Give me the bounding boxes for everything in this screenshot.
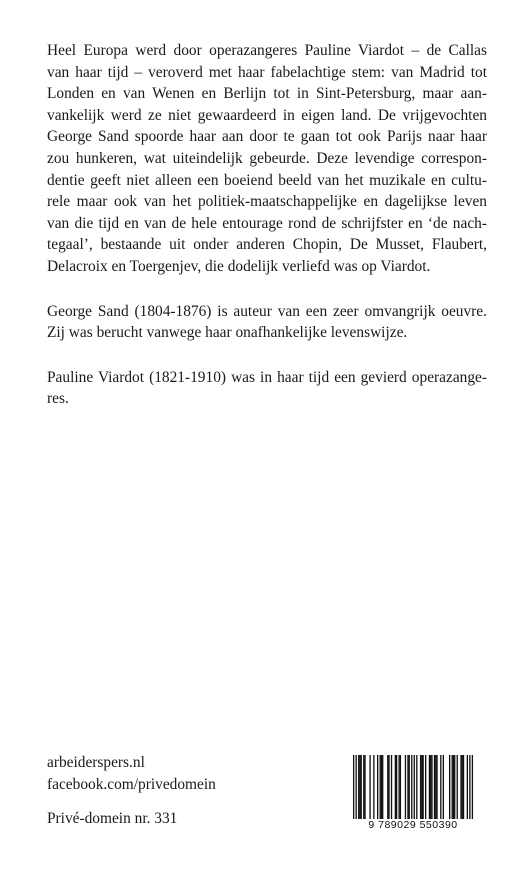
barcode-bar [434, 755, 435, 819]
text-line: Pauline Viardot (1821-1910) was in haar tijd een gevierd operazange- [47, 368, 487, 386]
blurb-text [47, 40, 487, 433]
barcode-bar [462, 755, 463, 819]
isbn-barcode [348, 755, 478, 835]
publisher-facebook: facebook.com/privedomein [47, 775, 216, 793]
text-line: vankelijk werd ze niet gewaardeerd in eigen land. De vrijgevochten [47, 106, 487, 124]
blurb-paragraph-3 [47, 367, 487, 410]
barcode-bar [356, 755, 357, 823]
publisher-links [47, 752, 216, 795]
barcode-bar [377, 755, 378, 819]
barcode-bar [422, 755, 423, 819]
text-line: res. [47, 390, 69, 408]
barcode-bar [420, 755, 421, 819]
barcode-bar [431, 755, 432, 819]
blurb-paragraph-1 [47, 40, 487, 278]
barcode-bar [457, 755, 458, 819]
text-line: rele maar ook van het politiek-maatschappelijke en dagelijkse leven [47, 193, 487, 211]
barcode-bar [387, 755, 388, 819]
text-line: George Sand (1804-1876) is auteur van een zeer omvangrijk oeuvre. [47, 302, 487, 320]
text-line: van die tijd en van de hele entourage rond de schrijfster en ‘de nach- [47, 214, 487, 232]
barcode-bar [472, 755, 473, 823]
barcode-bar [407, 755, 408, 819]
text-line: dentie geeft niet alleen een boeiend beeld van het muzikale en cultu- [47, 171, 487, 189]
barcode-bar [381, 755, 382, 819]
barcode-bar [449, 755, 450, 819]
barcode-bar [382, 755, 383, 819]
barcode-bar [443, 755, 444, 819]
barcode-bar [411, 755, 412, 823]
barcode-bar [416, 755, 417, 819]
barcode-bar [460, 755, 461, 819]
text-line: George Sand spoorde haar aan door te gaan tot ook Parijs naar haar [47, 128, 487, 146]
text-line: van haar tijd – veroverd met haar fabelachtige stem: van Madrid tot [47, 63, 487, 81]
barcode-bar [435, 755, 436, 819]
barcode-bar [469, 755, 470, 823]
barcode-bar [353, 755, 354, 823]
barcode-bar [396, 755, 397, 819]
barcode-bar [391, 755, 392, 819]
series-number: Privé-domein nr. 331 [47, 810, 178, 827]
barcode-bar [463, 755, 464, 819]
barcode-bar [369, 755, 370, 819]
barcode-bar [421, 755, 422, 819]
barcode-bar [430, 755, 431, 819]
barcode-bar [405, 755, 406, 819]
barcode-bar [453, 755, 454, 819]
barcode-bar [429, 755, 430, 819]
barcode-bar [452, 755, 453, 819]
barcode-bar [361, 755, 362, 819]
text-line: Delacroix en Toergenjev, die dodelijk verliefd was op Viardot. [47, 257, 431, 275]
barcode-bar [358, 755, 359, 819]
text-line: Zij was berucht vanwege haar onafhankelijke levenswijze. [47, 324, 408, 342]
barcode-bar [440, 755, 441, 819]
barcode-bar [409, 755, 410, 819]
text-line: tegaal’, bestaande uit onder anderen Chopin, De Musset, Flaubert, [47, 236, 487, 254]
barcode-bar [398, 755, 399, 819]
barcode-bar [395, 755, 396, 819]
barcode-bar [359, 755, 360, 819]
barcode-bar [425, 755, 426, 819]
barcode-bar [414, 755, 415, 823]
barcode-digits: 9 789029 550390 [348, 819, 478, 832]
barcode-bar [388, 755, 389, 819]
publisher-website: arbeiderspers.nl [47, 754, 145, 771]
barcode-bar [436, 755, 437, 819]
text-line: Londen en van Wenen en Berlijn tot in Sint-Petersburg, maar aan- [47, 85, 487, 103]
text-line: Heel Europa werd door operazangeres Pauline Viardot – de Callas [47, 42, 487, 59]
barcode-bar [364, 755, 365, 819]
barcode-bar [454, 755, 455, 819]
barcode-bar [373, 755, 374, 819]
text-line: zou hunkeren, wat uiteindelijk gebeurde. Deze levendige correspon- [47, 149, 487, 167]
barcode-bar [363, 755, 364, 819]
barcode-bar [380, 755, 381, 819]
blurb-paragraph-2 [47, 301, 487, 344]
barcode-bars [348, 755, 478, 823]
barcode-bar [467, 755, 468, 819]
barcode-bar [400, 755, 401, 819]
